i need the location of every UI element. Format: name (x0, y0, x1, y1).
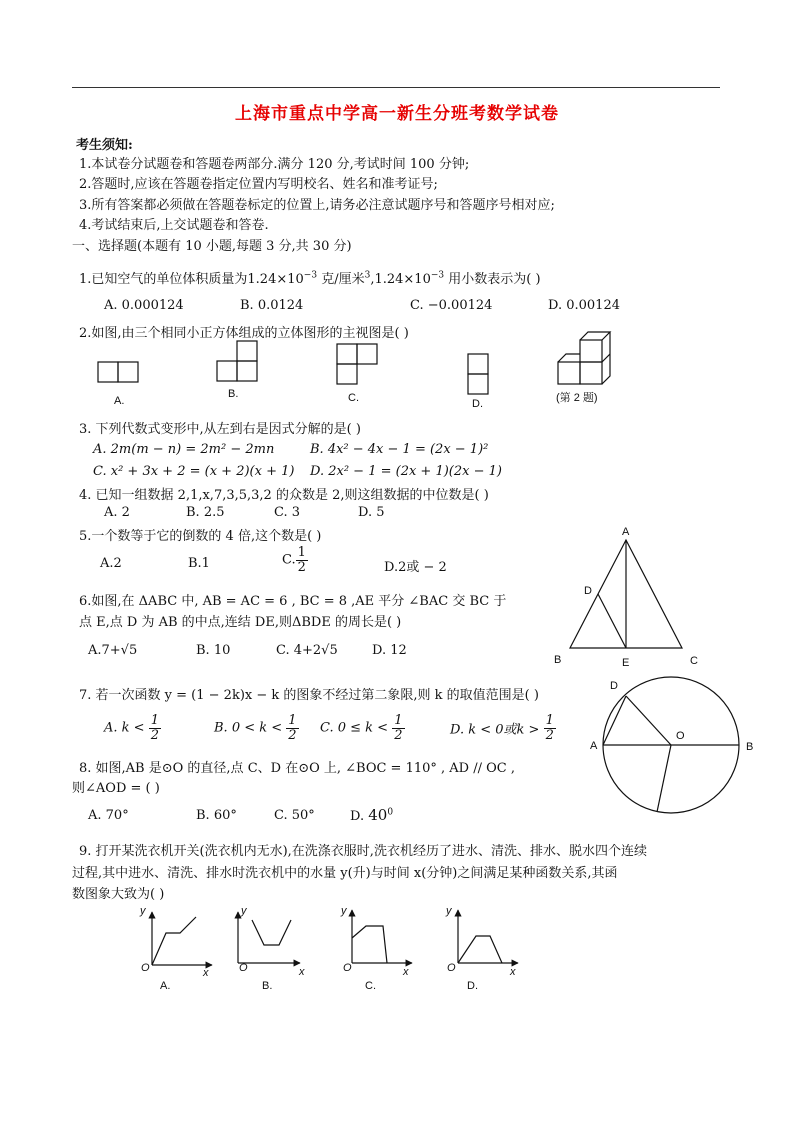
q9-d-y-label: y (446, 905, 452, 917)
q6-label-a: A (622, 526, 630, 538)
q2-label-b[interactable]: B. (228, 388, 239, 400)
q9-d-x-label: x (510, 966, 516, 978)
q8-option-d-exp: 0 (387, 807, 394, 818)
q5-option-d[interactable]: D.2或 − 2 (384, 560, 447, 575)
q9-line-1: 9. 打开某洗衣机开关(洗衣机内无水),在洗涤衣服时,洗衣机经历了进水、清洗、排水、脱水四个连续 (79, 844, 647, 859)
q1-option-a[interactable]: A. 0.000124 (104, 298, 184, 313)
q1-sci2: 1.24×10 (374, 272, 431, 287)
q2-label-d[interactable]: D. (472, 398, 483, 410)
notice-item-4: 4.考试结束后,上交试题卷和答卷. (79, 218, 269, 233)
q3-option-d[interactable]: D. 2x² − 1 = (2x + 1)(2x − 1) (310, 464, 502, 479)
q1-option-d[interactable]: D. 0.00124 (548, 298, 620, 313)
q9-a-origin: O (141, 962, 150, 974)
q6-line-1: 6.如图,在 ΔABC 中, AB = AC = 6 , BC = 8 ,AE 平分 ∠BAC 交 BC 于 (79, 594, 507, 609)
q7-b-num: 1 (288, 713, 297, 728)
q8-option-d-value: 40 (368, 806, 388, 824)
q7-option-a-prefix: A. k < (104, 720, 145, 736)
q4-option-d[interactable]: D. 5 (358, 505, 385, 520)
q4-option-a[interactable]: A. 2 (104, 505, 130, 520)
q6-option-c[interactable]: C. 4+2√5 (276, 643, 338, 658)
q9-a-y-label: y (140, 905, 146, 917)
q7-option-c-prefix: C. 0 ≤ k < (320, 720, 389, 736)
q9-d-curve (458, 936, 502, 963)
q1-stem-text: 1.已知空气的单位体积质量为 (79, 272, 248, 287)
q7-b-den: 2 (288, 727, 297, 743)
q4-option-b[interactable]: B. 2.5 (186, 505, 225, 520)
q1-exp2: −3 (430, 270, 445, 281)
q8-option-a[interactable]: A. 70° (88, 808, 129, 823)
q5-fraction-den: 2 (297, 559, 306, 575)
q9-b-x-label: x (299, 966, 305, 978)
q1-comma: , (370, 272, 375, 287)
q9-b-curve (252, 920, 291, 945)
q7-a-num: 1 (150, 713, 159, 728)
q9-c-origin: O (343, 962, 352, 974)
q6-label-b: B (554, 654, 562, 666)
q3-option-a[interactable]: A. 2m(m − n) = 2m² − 2mn (93, 442, 275, 457)
q1-unit: 克/厘米 (317, 272, 365, 287)
q9-label-a[interactable]: A. (160, 980, 171, 992)
q9-line-3: 数图象大致为( ) (72, 887, 165, 902)
q4-option-c[interactable]: C. 3 (274, 505, 301, 520)
q8-option-b[interactable]: B. 60° (196, 808, 237, 823)
q3-option-b[interactable]: B. 4x² − 4x − 1 = (2x − 1)² (310, 442, 489, 457)
q2-label-c[interactable]: C. (348, 392, 359, 404)
section-heading: 一、选择题(本题有 10 小题,每题 3 分,共 30 分) (72, 239, 352, 254)
q9-d-origin: O (447, 962, 456, 974)
q9-line-2: 过程,其中进水、清洗、排水时洗衣机中的水量 y(升)与时间 x(分钟)之间满足某种函数关系,其函 (72, 866, 618, 881)
q2-label-a[interactable]: A. (114, 395, 125, 407)
q9-label-c[interactable]: C. (365, 980, 376, 992)
q8-label-o: O (676, 730, 685, 742)
q8-label-a: A (590, 740, 598, 752)
q7-d-den: 2 (545, 727, 554, 743)
q3-stem: 3. 下列代数式变形中,从左到右是因式分解的是( ) (79, 422, 361, 437)
q1-option-c[interactable]: C. −0.00124 (410, 298, 493, 313)
notice-item-1: 1.本试卷分试题卷和答题卷两部分.满分 120 分,考试时间 100 分钟; (79, 157, 470, 172)
q9-a-curve (152, 917, 196, 965)
q8-label-d: D (610, 680, 618, 692)
q9-a-x-label: x (203, 967, 209, 979)
q3-option-c[interactable]: C. x² + 3x + 2 = (x + 2)(x + 1) (93, 464, 295, 479)
q8-label-b: B (746, 741, 754, 753)
q1-stem-tail: 用小数表示为( ) (444, 272, 541, 287)
notice-heading: 考生须知: (76, 138, 133, 153)
q1-unit-exp: 3 (364, 270, 371, 281)
q8-option-d-prefix: D. (350, 809, 365, 824)
q9-c-curve (352, 926, 387, 963)
q9-label-b[interactable]: B. (262, 980, 273, 992)
q6-option-a[interactable]: A.7+√5 (88, 643, 138, 658)
q7-a-den: 2 (150, 727, 159, 743)
q2-figure-caption: (第 2 题) (556, 392, 598, 404)
q6-line-2: 点 E,点 D 为 AB 的中点,连结 DE,则ΔBDE 的周长是( ) (79, 615, 402, 630)
q6-option-d[interactable]: D. 12 (372, 643, 407, 658)
q5-option-b[interactable]: B.1 (188, 556, 210, 571)
notice-item-2: 2.答题时,应该在答题卷指定位置内写明校名、姓名和准考证号; (79, 177, 438, 192)
q2-stem: 2.如图,由三个相同小正方体组成的立体图形的主视图是( ) (79, 326, 409, 341)
q9-label-d[interactable]: D. (467, 980, 478, 992)
q5-option-a[interactable]: A.2 (100, 556, 122, 571)
q7-option-d-prefix: D. k < 0或k > (450, 722, 540, 738)
q8-line-2: 则∠AOD = ( ) (72, 781, 160, 796)
q1-exp1: −3 (303, 270, 318, 281)
q7-c-num: 1 (394, 713, 403, 728)
q9-c-y-label: y (341, 905, 347, 917)
q7-c-den: 2 (394, 727, 403, 743)
q9-b-y-label: y (241, 905, 247, 917)
q4-stem: 4. 已知一组数据 2,1,x,7,3,5,3,2 的众数是 2,则这组数据的中位数是( ) (79, 488, 489, 503)
q9-b-origin: O (239, 962, 248, 974)
page-title: 上海市重点中学高一新生分班考数学试卷 (235, 104, 559, 124)
q1-option-b[interactable]: B. 0.0124 (240, 298, 304, 313)
q9-c-x-label: x (403, 966, 409, 978)
q6-option-b[interactable]: B. 10 (196, 643, 231, 658)
q7-stem: 7. 若一次函数 y = (1 − 2k)x − k 的图象不经过第二象限,则 k 的取值范围是( ) (79, 688, 539, 703)
q6-label-c: C (690, 655, 698, 667)
q1-sci1: 1.24×10 (247, 272, 304, 287)
q7-option-b-prefix: B. 0 < k < (214, 720, 283, 736)
q5-fraction-num: 1 (297, 545, 306, 560)
q5-option-c-prefix: C. (282, 552, 296, 568)
q6-label-d: D (584, 585, 592, 597)
q6-label-e: E (622, 657, 630, 669)
q8-line-1: 8. 如图,AB 是⊙O 的直径,点 C、D 在⊙O 上, ∠BOC = 110° , AD // OC , (79, 761, 516, 776)
q8-option-c[interactable]: C. 50° (274, 808, 315, 823)
notice-item-3: 3.所有答案都必须做在答题卷标定的位置上,请务必注意试题序号和答题序号相对应; (79, 198, 555, 213)
q5-stem: 5.一个数等于它的倒数的 4 倍,这个数是( ) (79, 529, 322, 544)
q7-d-num: 1 (545, 713, 554, 728)
